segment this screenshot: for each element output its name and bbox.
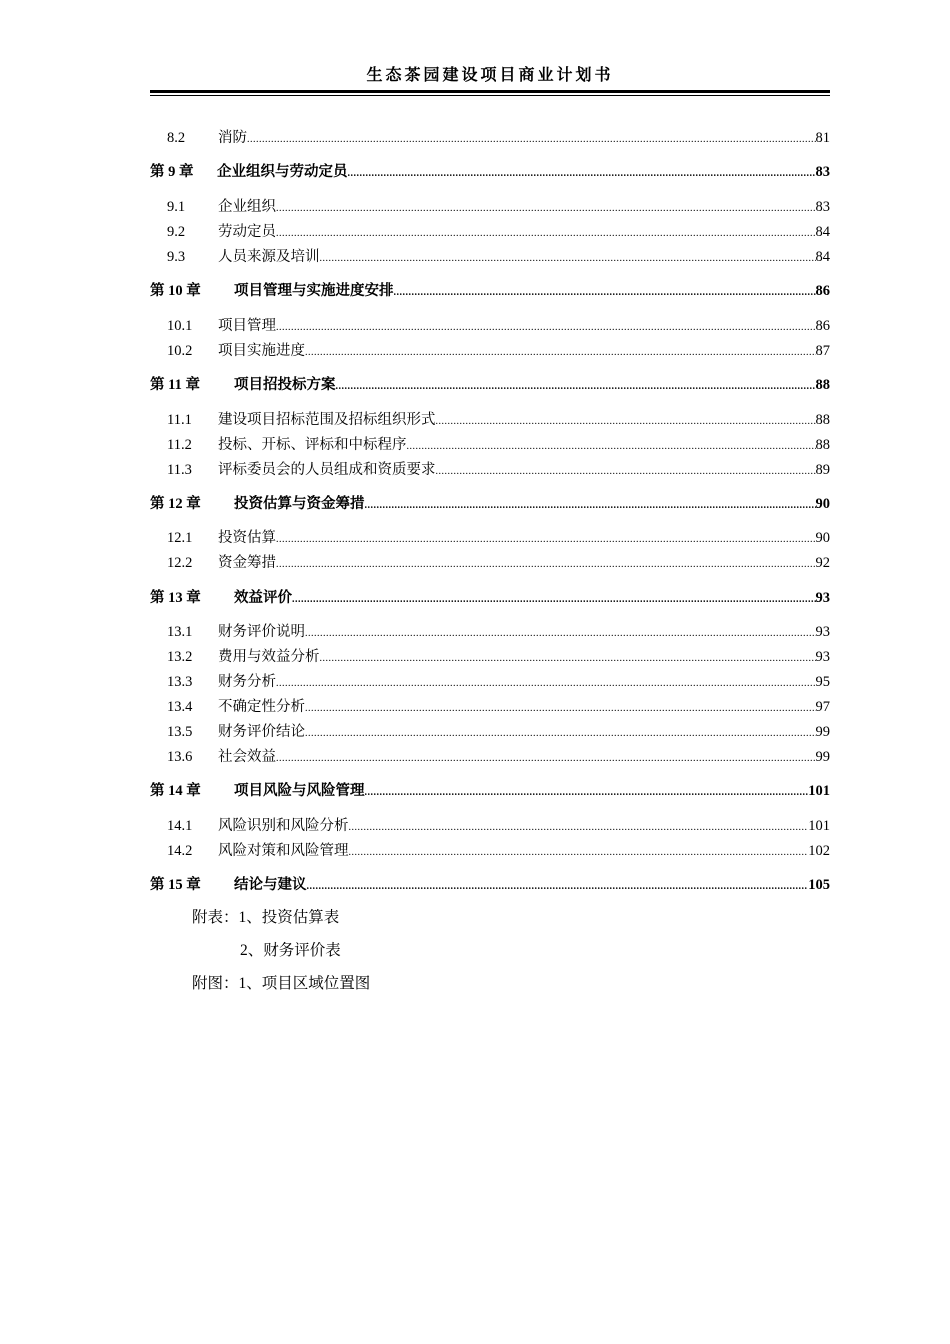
toc-entry-page: 86 — [815, 318, 830, 334]
page-header-title: 生态茶园建设项目商业计划书 — [366, 67, 614, 84]
toc-chapter-title: 企业组织与劳动定员 — [217, 164, 348, 180]
toc-entry-page: 95 — [815, 674, 830, 690]
toc-leader-dots — [276, 222, 816, 242]
toc-chapter-12[interactable] — [150, 492, 830, 514]
toc-entry-title: 风险对策和风险管理 — [218, 843, 349, 859]
toc-leader-dots — [365, 494, 816, 514]
toc-entry-page: 84 — [815, 224, 830, 240]
toc-leader-dots — [365, 781, 809, 801]
toc-entry-8-2[interactable] — [150, 126, 830, 148]
toc-entry-title: 人员来源及培训 — [218, 249, 320, 265]
toc-chapter-title: 项目招投标方案 — [234, 377, 336, 393]
toc-chapter-page: 88 — [815, 377, 830, 393]
toc-chapter-10[interactable] — [150, 279, 830, 301]
toc-leader-dots — [307, 875, 809, 895]
toc-chapter-page: 105 — [808, 877, 830, 893]
toc-entry-number: 13.2 — [167, 649, 193, 665]
header-rule-thick — [150, 90, 830, 93]
toc-entry-title: 投资估算 — [218, 530, 276, 546]
toc-chapter-number: 第 15 章 — [150, 877, 201, 893]
toc-entry-page: 81 — [815, 130, 830, 146]
toc-entry-number: 13.6 — [167, 749, 193, 765]
toc-entry-title: 投标、开标、评标和中标程序 — [218, 437, 407, 453]
toc-entry-12-1[interactable] — [150, 526, 830, 548]
toc-chapter-number: 第 14 章 — [150, 783, 201, 799]
toc-leader-dots — [320, 647, 816, 667]
toc-leader-dots — [305, 722, 816, 742]
toc-chapter-title: 效益评价 — [234, 590, 292, 606]
toc-leader-dots — [276, 672, 816, 692]
toc-entry-title: 项目管理 — [218, 318, 276, 334]
toc-entry-title: 评标委员会的人员组成和资质要求 — [218, 462, 436, 478]
toc-entry-13-5[interactable] — [150, 720, 830, 742]
toc-chapter-number: 第 10 章 — [150, 283, 201, 299]
toc-entry-10-1[interactable] — [150, 314, 830, 336]
toc-entry-9-1[interactable] — [150, 195, 830, 217]
toc-leader-dots — [349, 816, 809, 836]
toc-leader-dots — [394, 281, 816, 301]
toc-entry-page: 87 — [815, 343, 830, 359]
toc-entry-page: 99 — [815, 724, 830, 740]
toc-entry-11-1[interactable] — [150, 408, 830, 430]
appendix-figure-1: 附图：1、项目区域位置图 — [192, 975, 371, 992]
toc-entry-number: 9.3 — [167, 249, 186, 265]
toc-entry-13-4[interactable] — [150, 695, 830, 717]
toc-entry-number: 13.3 — [167, 674, 193, 690]
toc-leader-dots — [276, 553, 816, 573]
toc-entry-number: 14.1 — [167, 818, 193, 834]
appendix-table-1: 附表：1、投资估算表 — [192, 909, 340, 926]
toc-entry-14-2[interactable] — [150, 839, 830, 861]
toc-leader-dots — [348, 162, 816, 182]
toc-chapter-page: 83 — [815, 164, 830, 180]
toc-entry-page: 92 — [815, 555, 830, 571]
toc-entry-page: 88 — [815, 412, 830, 428]
toc-entry-13-6[interactable] — [150, 745, 830, 767]
toc-leader-dots — [305, 341, 816, 361]
toc-entry-9-2[interactable] — [150, 220, 830, 242]
toc-entry-11-2[interactable] — [150, 433, 830, 455]
toc-chapter-14[interactable] — [150, 779, 830, 801]
toc-entry-number: 11.1 — [167, 412, 192, 428]
toc-entry-title: 财务分析 — [218, 674, 276, 690]
toc-chapter-page: 90 — [815, 496, 830, 512]
toc-entry-title: 劳动定员 — [218, 224, 276, 240]
toc-entry-13-2[interactable] — [150, 645, 830, 667]
toc-chapter-15[interactable] — [150, 873, 830, 895]
toc-chapter-number: 第 13 章 — [150, 590, 201, 606]
toc-entry-title: 资金筹措 — [218, 555, 276, 571]
toc-chapter-page: 93 — [815, 590, 830, 606]
toc-entry-title: 项目实施进度 — [218, 343, 305, 359]
toc-chapter-page: 101 — [808, 783, 830, 799]
toc-entry-number: 11.3 — [167, 462, 192, 478]
toc-entry-page: 102 — [808, 843, 830, 859]
toc-entry-number: 9.1 — [167, 199, 186, 215]
toc-entry-title: 财务评价说明 — [218, 624, 305, 640]
toc-chapter-number: 第 9 章 — [150, 164, 194, 180]
toc-chapter-title: 项目管理与实施进度安排 — [234, 283, 394, 299]
toc-leader-dots — [276, 747, 816, 767]
toc-entry-title: 财务评价结论 — [218, 724, 305, 740]
toc-entry-number: 13.4 — [167, 699, 193, 715]
toc-leader-dots — [292, 588, 816, 608]
toc-entry-number: 9.2 — [167, 224, 186, 240]
toc-entry-title: 企业组织 — [218, 199, 276, 215]
toc-chapter-9[interactable] — [150, 160, 830, 182]
toc-entry-page: 83 — [815, 199, 830, 215]
toc-leader-dots — [407, 435, 816, 455]
appendix-table-2: 2、财务评价表 — [240, 942, 341, 959]
toc-entry-number: 13.1 — [167, 624, 193, 640]
toc-chapter-number: 第 12 章 — [150, 496, 201, 512]
toc-chapter-11[interactable] — [150, 373, 830, 395]
toc-chapter-title: 项目风险与风险管理 — [234, 783, 365, 799]
toc-leader-dots — [436, 460, 816, 480]
toc-leader-dots — [276, 528, 816, 548]
toc-entry-page: 99 — [815, 749, 830, 765]
toc-entry-12-2[interactable] — [150, 551, 830, 573]
toc-entry-page: 93 — [815, 624, 830, 640]
toc-chapter-13[interactable] — [150, 586, 830, 608]
toc-leader-dots — [276, 197, 816, 217]
toc-leader-dots — [247, 128, 816, 148]
toc-leader-dots — [336, 375, 816, 395]
toc-entry-11-3[interactable] — [150, 458, 830, 480]
toc-entry-13-3[interactable] — [150, 670, 830, 692]
toc-entry-14-1[interactable] — [150, 814, 830, 836]
toc-leader-dots — [320, 247, 816, 267]
toc-entry-number: 13.5 — [167, 724, 193, 740]
toc-entry-page: 84 — [815, 249, 830, 265]
toc-leader-dots — [276, 316, 816, 336]
toc-chapter-number: 第 11 章 — [150, 377, 200, 393]
toc-chapter-page: 86 — [815, 283, 830, 299]
toc-entry-title: 社会效益 — [218, 749, 276, 765]
toc-entry-page: 89 — [815, 462, 830, 478]
toc-entry-number: 10.2 — [167, 343, 193, 359]
toc-chapter-title: 投资估算与资金筹措 — [234, 496, 365, 512]
toc-entry-9-3[interactable] — [150, 245, 830, 267]
toc-leader-dots — [436, 410, 816, 430]
toc-entry-page: 101 — [808, 818, 830, 834]
toc-entry-number: 12.1 — [167, 530, 193, 546]
toc-entry-10-2[interactable] — [150, 339, 830, 361]
toc-leader-dots — [305, 622, 816, 642]
toc-entry-page: 97 — [815, 699, 830, 715]
toc-entry-title: 消防 — [218, 130, 247, 146]
toc-entry-title: 费用与效益分析 — [218, 649, 320, 665]
toc-entry-number: 11.2 — [167, 437, 192, 453]
toc-entry-number: 12.2 — [167, 555, 193, 571]
header-rule-thin — [150, 95, 830, 96]
toc-entry-number: 8.2 — [167, 130, 186, 146]
toc-entry-13-1[interactable] — [150, 620, 830, 642]
toc-entry-title: 风险识别和风险分析 — [218, 818, 349, 834]
toc-entry-title: 建设项目招标范围及招标组织形式 — [218, 412, 436, 428]
toc-entry-page: 90 — [815, 530, 830, 546]
toc-entry-title: 不确定性分析 — [218, 699, 305, 715]
toc-chapter-title: 结论与建议 — [234, 877, 307, 893]
toc-leader-dots — [349, 841, 809, 861]
toc-leader-dots — [305, 697, 816, 717]
toc-entry-page: 88 — [815, 437, 830, 453]
toc-entry-number: 10.1 — [167, 318, 193, 334]
toc-entry-page: 93 — [815, 649, 830, 665]
toc-entry-number: 14.2 — [167, 843, 193, 859]
